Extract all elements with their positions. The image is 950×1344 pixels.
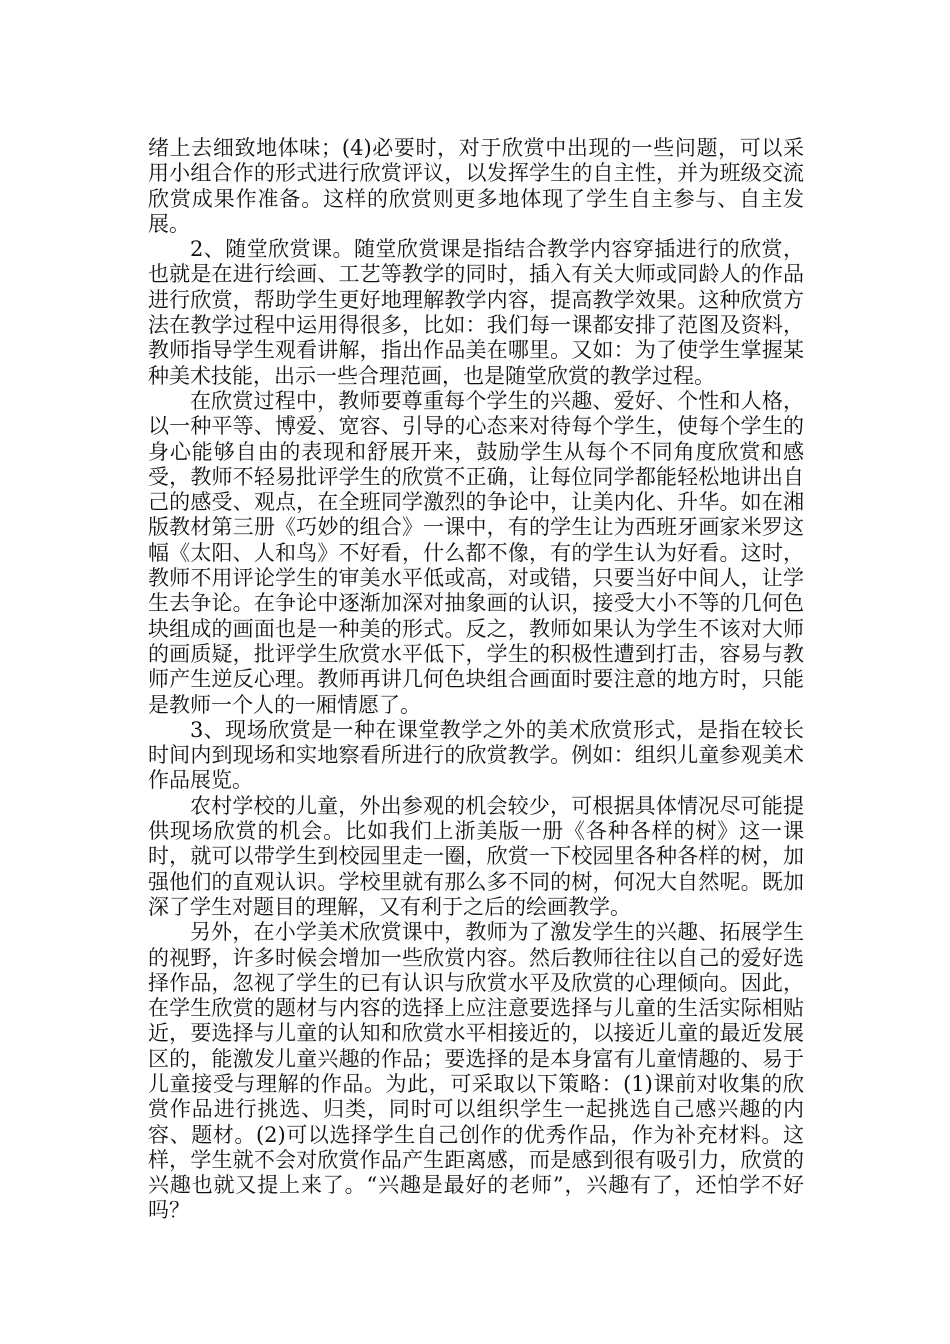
paragraph-content-selection: 另外，在小学美术欣赏课中，教师为了激发学生的兴趣、拓展学生的视野，许多时候会增加一些欣赏内容。然后教师往往以自己的爱好选择作品，忽视了学生的已有认识与欣赏水平及欣赏的心理倾向。因此，在学生欣赏的题材与内容的选择上应注意要选择与儿童的生活实际相贴近，要选择与儿童的认知和欣赏水平相接近的，以接近儿童的最近发展区的，能激发儿童兴趣的作品；要选择的是本身富有儿童情趣的、易于儿童接受与理解的作品。为此，可采取以下策略：(1)课前对收集的欣赏作品进行挑选、归类，同时可以组织学生一起挑选自己感兴趣的内容、题材。(2)可以选择学生自己创作的优秀作品，作为补充材料。这样，学生就不会对欣赏作品产生距离感，而是感到很有吸引力，欣赏的兴趣也就又提上来了。“兴趣是最好的老师”，兴趣有了，还怕学不好吗？: [148, 920, 804, 1223]
document-body: [148, 136, 804, 1224]
paragraph-continuation: 绪上去细致地体味；(4)必要时，对于欣赏中出现的一些问题，可以采用小组合作的形式进行欣赏评议，以发挥学生的自主性，并为班级交流欣赏成果作准备。这样的欣赏则更多地体现了学生自主参与、自主发展。: [148, 136, 804, 236]
paragraph-appreciation-process: 在欣赏过程中，教师要尊重每个学生的兴趣、爱好、个性和人格，以一种平等、博爱、宽容、引导的心态来对待每个学生，使每个学生的身心能够自由的表现和舒展开来，鼓励学生从每个不同角度欣赏和感受，教师不轻易批评学生的欣赏不正确，让每位同学都能轻松地讲出自己的感受、观点，在全班同学激烈的争论中，让美内化、升华。如在湘版教材第三册《巧妙的组合》一课中，有的学生让为西班牙画家米罗这幅《太阳、人和鸟》不好看，什么都不像，有的学生认为好看。这时，教师不用评论学生的审美水平低或高，对或错，只要当好中间人，让学生去争论。在争论中逐渐加深对抽象画的认识，接受大小不等的几何色块组成的画面也是一种美的形式。反之，教师如果认为学生不该对大师的画质疑，批评学生欣赏水平低下，学生的积极性遭到打击，容易与教师产生逆反心理。教师再讲几何色块组合画面时要注意的地方时，只能是教师一个人的一厢情愿了。: [148, 388, 804, 717]
paragraph-in-class-appreciation: 2、随堂欣赏课。随堂欣赏课是指结合教学内容穿插进行的欣赏，也就是在进行绘画、工艺等教学的同时，插入有关大师或同龄人的作品进行欣赏，帮助学生更好地理解教学内容，提高教学效果。这种欣赏方法在教学过程中运用得很多，比如：我们每一课都安排了范图及资料，教师指导学生观看讲解，指出作品美在哪里。又如：为了使学生掌握某种美术技能，出示一些合理范画，也是随堂欣赏的教学过程。: [148, 237, 804, 388]
paragraph-rural-schools: 农村学校的儿童，外出参观的机会较少，可根据具体情况尽可能提供现场欣赏的机会。比如我们上浙美版一册《各种各样的树》这一课时，就可以带学生到校园里走一圈，欣赏一下校园里各种各样的树，加强他们的直观认识。学校里就有那么多不同的树，何况大自然呢。既加深了学生对题目的理解，又有利于之后的绘画教学。: [148, 793, 804, 919]
paragraph-onsite-appreciation: 3、现场欣赏是一种在课堂教学之外的美术欣赏形式，是指在较长时间内到现场和实地察看所进行的欣赏教学。例如：组织儿童参观美术作品展览。: [148, 717, 804, 793]
